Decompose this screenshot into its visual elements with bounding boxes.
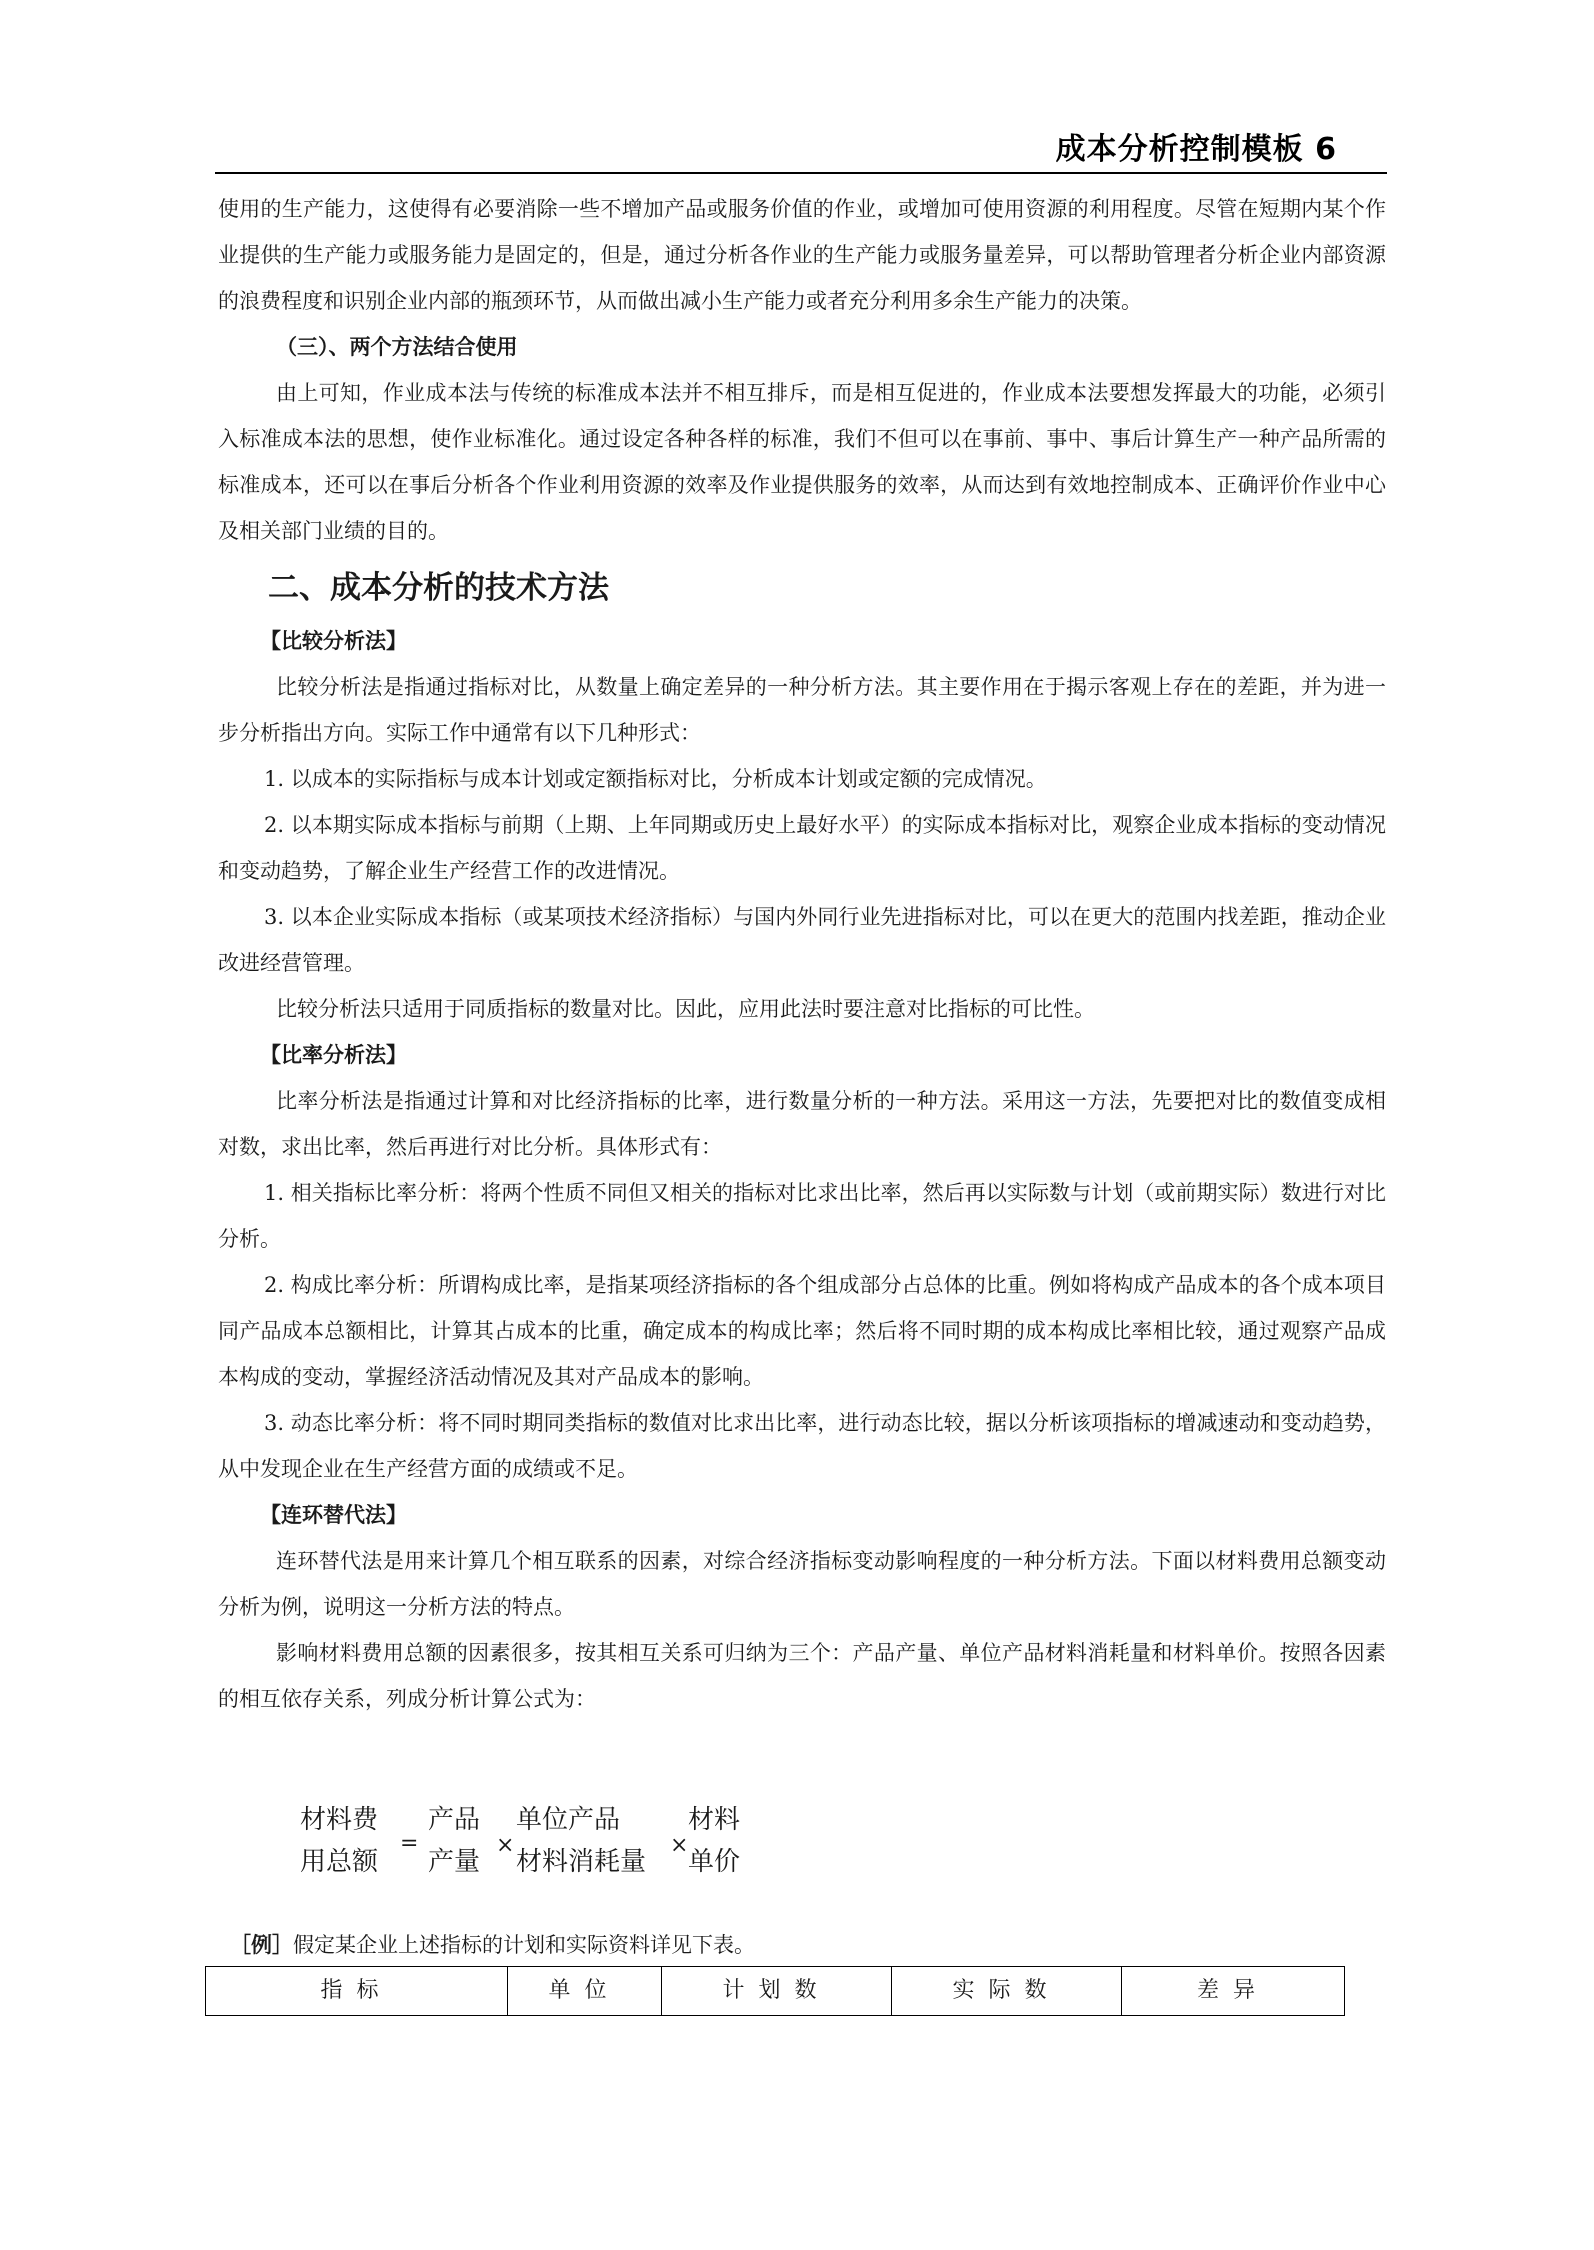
- table-header-cell: 单位: [508, 1967, 662, 2015]
- table-header-cell: 差异: [1196, 1978, 1269, 2003]
- formula-t3-top: 材料: [688, 1805, 741, 1835]
- example-text: 假定某企业上述指标的计划和实际资料详见下表。: [293, 1933, 755, 1957]
- example-line: [230, 1922, 755, 1968]
- ratio-intro: 比率分析法是指通过计算和对比经济指标的比率，进行数量分析的一种方法。采用这一方法，先要把对比的数值变成相对数，求出比率，然后再进行对比分析。具体形式有：: [218, 1089, 1386, 1159]
- comparison-item: 1. 以成本的实际指标与成本计划或定额指标对比，分析成本计划或定额的完成情况。: [264, 767, 1047, 791]
- formula-times-1: ×: [496, 1833, 515, 1858]
- formula-equals: =: [400, 1831, 419, 1856]
- chain-heading: 【连环替代法】: [260, 1503, 407, 1527]
- page-header: [215, 118, 1387, 174]
- formula-t1-bottom: 产量: [428, 1847, 481, 1877]
- paragraph-combined: 由上可知，作业成本法与传统的标准成本法并不相互排斥，而是相互促进的，作业成本法要想发挥最大的功能，必须引入标准成本法的思想，使作业标准化。通过设定各种各样的标准，我们不但可以在事前、事中、事后计算生产一种产品所需的标准成本，还可以在事后分析各个作业利用资源的效率及作业提供服务的效率，从而达到有效地控制成本、正确评价作业中心及相关部门业绩的目的。: [218, 381, 1386, 543]
- formula-times-2: ×: [670, 1833, 689, 1858]
- formula-t1-top: 产品: [428, 1805, 481, 1835]
- paragraph-capacity: 使用的生产能力，这使得有必要消除一些不增加产品或服务价值的作业，或增加可使用资源的利用程度。尽管在短期内某个作业提供的生产能力或服务能力是固定的，但是，通过分析各作业的生产能力或服务量差异，可以帮助管理者分析企业内部资源的浪费程度和识别企业内部的瓶颈环节，从而做出减小生产能力或者充分利用多余生产能力的决策。: [218, 197, 1386, 313]
- comparison-item: 3. 以本企业实际成本指标（或某项技术经济指标）与国内外同行业先进指标对比，可以在更大的范围内找差距，推动企业改进经营管理。: [218, 905, 1386, 975]
- comparison-heading: 【比较分析法】: [260, 629, 407, 653]
- formula-t2-bottom: 材料消耗量: [516, 1847, 647, 1877]
- sub-heading-combined: （三）、两个方法结合使用: [276, 335, 518, 359]
- table-header-cell: 计划数: [662, 1967, 892, 2015]
- header-title: 成本分析控制模板 6: [1055, 132, 1337, 167]
- comparison-item: 2. 以本期实际成本指标与前期（上期、上年同期或历史上最好水平）的实际成本指标对比，观察企业成本指标的变动情况和变动趋势，了解企业生产经营工作的改进情况。: [218, 813, 1386, 883]
- comparison-intro: 比较分析法是指通过指标对比，从数量上确定差异的一种分析方法。其主要作用在于揭示客观上存在的差距，并为进一步分析指出方向。实际工作中通常有以下几种形式：: [218, 675, 1386, 745]
- formula-t3-bottom: 单价: [688, 1847, 741, 1877]
- ratio-item: 2. 构成比率分析：所谓构成比率，是指某项经济指标的各个组成部分占总体的比重。例如将构成产品成本的各个成本项目同产品成本总额相比，计算其占成本的比重，确定成本的构成比率；然后将不同时期的成本构成比率相比较，通过观察产品成本构成的变动，掌握经济活动情况及其对产品成本的影响。: [218, 1273, 1386, 1389]
- data-table-header: [205, 1966, 1345, 2016]
- formula-lhs-top: 材料费: [300, 1805, 379, 1835]
- table-header-cell: 实际数: [892, 1967, 1122, 2015]
- ratio-heading: 【比率分析法】: [260, 1043, 407, 1067]
- body-content: [218, 186, 1386, 1722]
- chain-factors: 影响材料费用总额的因素很多，按其相互关系可归纳为三个：产品产量、单位产品材料消耗量和材料单价。按照各因素的相互依存关系，列成分析计算公式为：: [218, 1641, 1386, 1711]
- ratio-item: 1. 相关指标比率分析：将两个性质不同但又相关的指标对比求出比率，然后再以实际数与计划（或前期实际）数进行对比分析。: [218, 1181, 1386, 1251]
- comparison-note: 比较分析法只适用于同质指标的数量对比。因此，应用此法时要注意对比指标的可比性。: [276, 997, 1095, 1021]
- table-header-cell: 指标: [206, 1967, 508, 2015]
- material-cost-formula: [300, 1800, 780, 1900]
- section-heading: 二、成本分析的技术方法: [268, 570, 609, 606]
- example-tag: ［例］: [230, 1933, 293, 1957]
- formula-t2-top: 单位产品: [516, 1805, 621, 1835]
- formula-lhs-bottom: 用总额: [300, 1847, 379, 1877]
- chain-intro: 连环替代法是用来计算几个相互联系的因素，对综合经济指标变动影响程度的一种分析方法。下面以材料费用总额变动分析为例，说明这一分析方法的特点。: [218, 1549, 1386, 1619]
- ratio-item: 3. 动态比率分析：将不同时期同类指标的数值对比求出比率，进行动态比较，据以分析该项指标的增减速动和变动趋势，从中发现企业在生产经营方面的成绩或不足。: [218, 1411, 1386, 1481]
